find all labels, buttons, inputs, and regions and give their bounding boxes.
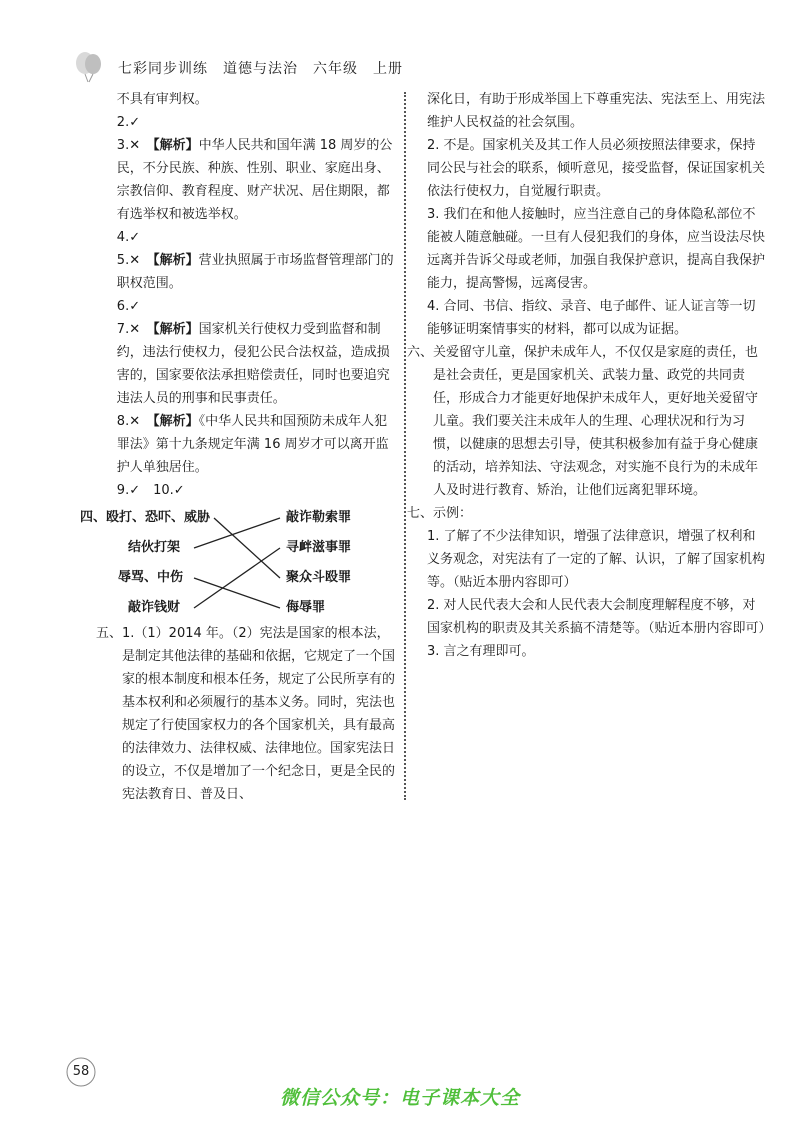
match-left-item: 敲诈钱财	[128, 600, 181, 615]
match-left-item: 四、殴打、恐吓、威胁	[80, 510, 211, 525]
answer-continued: 深化日，有助于形成举国上下尊重宪法、宪法至上、用宪法维护人民权益的社会氛围。	[427, 92, 766, 130]
answer-5-section: 五、1.（1）2014 年。（2）宪法是国家的根本法，是制定其他法律的基础和依据，它规定了一个国家的根本制度和根本任务，规定了公民所享有的基本权利和必须履行的基本义务。同时，宪法也规定了行使国家权力的各个国家机关，具有最高的法律效力、法律权威、法律地位。国家宪法日的设立，不仅是增加了一个纪念日，更是全民的宪法教育日、普及日、	[96, 626, 396, 802]
left-column	[80, 88, 396, 806]
page-header	[72, 50, 772, 84]
answer-5: 5.✕ 【解析】营业执照属于市场监督管理部门的职权范围。	[116, 253, 394, 291]
answer-r3: 3. 我们在和他人接触时，应当注意自己的身体隐私部位不能被人随意触碰。一旦有人侵犯我们的身体，应当设法尽快远离并告诉父母或老师，加强自我保护意识，提高自我保护能力，提高警惕，远离侵害。	[427, 207, 766, 291]
matching-lines	[96, 504, 396, 622]
answer-2: 2.✓	[116, 115, 141, 130]
answer-r2: 2. 不是。国家机关及其工作人员必须按照法律要求，保持同公民与社会的联系，倾听意见，接受监督，保证国家机关依法行使权力，自觉履行职责。	[427, 138, 766, 199]
answer-line: 不具有审判权。	[116, 92, 208, 107]
match-right-item: 寻衅滋事罪	[286, 540, 352, 555]
answer-6-section: 六、关爱留守儿童，保护未成年人，不仅仅是家庭的责任，也是社会责任，更是国家机关、武装力量、政党的共同责任，形成合力才能更好地保护未成年人，更好地关爱留守儿童。我们要关注未成年人的生理、心理状况和行为习惯，以健康的思想去引导，使其积极参加有益于身心健康的活动，培养知法、守法观念，对实施不良行为的未成年人及时进行教育、矫治，让他们远离犯罪环境。	[407, 345, 759, 498]
answer-7-2: 2. 对人民代表大会和人民代表大会制度理解程度不够，对国家机构的职责及其关系搞不清楚等。（贴近本册内容即可）	[427, 598, 772, 636]
matching-exercise	[80, 504, 396, 622]
answer-8: 8.✕ 【解析】《中华人民共和国预防未成年人犯罪法》第十九条规定年满 16 周岁才可以离开监护人单独居住。	[116, 414, 389, 475]
answer-r4: 4. 合同、书信、指纹、录音、电子邮件、证人证言等一切能够证明案情事实的材料，都可以成为证据。	[427, 299, 756, 337]
answer-6: 6.✓	[116, 299, 141, 314]
balloon-logo-icon	[72, 50, 106, 84]
book-title: 七彩同步训练 道德与法治 六年级 上册	[118, 61, 403, 77]
match-right-item: 敲诈勒索罪	[286, 510, 352, 525]
answer-4: 4.✓	[116, 230, 141, 245]
page-number: 58	[72, 1064, 90, 1079]
right-column	[407, 88, 772, 663]
match-right-item: 侮辱罪	[286, 600, 326, 615]
answer-7-3: 3. 言之有理即可。	[427, 644, 535, 659]
answer-7-heading: 七、示例：	[407, 506, 473, 521]
footer-watermark: 微信公众号：电子课本大全	[279, 1087, 520, 1109]
match-left-item: 辱骂、中伤	[118, 570, 184, 585]
answer-7: 7.✕ 【解析】国家机关行使权力受到监督和制约，违法行使权力，侵犯公民合法权益，造成损害的，国家要依法承担赔偿责任，同时也要追究违法人员的刑事和民事责任。	[116, 322, 390, 406]
answer-7-1: 1. 了解了不少法律知识，增强了法律意识，增强了权利和义务观念，对宪法有了一定的了解、认识，了解了国家机构等。（贴近本册内容即可）	[427, 529, 766, 590]
column-divider	[404, 92, 406, 800]
answer-3: 3.✕ 【解析】中华人民共和国年满 18 周岁的公民，不分民族、种族、性别、职业、家庭出身、宗教信仰、教育程度、财产状况、居住期限，都有选举权和被选举权。	[116, 138, 393, 222]
match-left-item: 结伙打架	[128, 540, 181, 555]
match-right-item: 聚众斗殴罪	[286, 570, 352, 585]
answer-9-10: 9.✓ 10.✓	[116, 483, 185, 498]
